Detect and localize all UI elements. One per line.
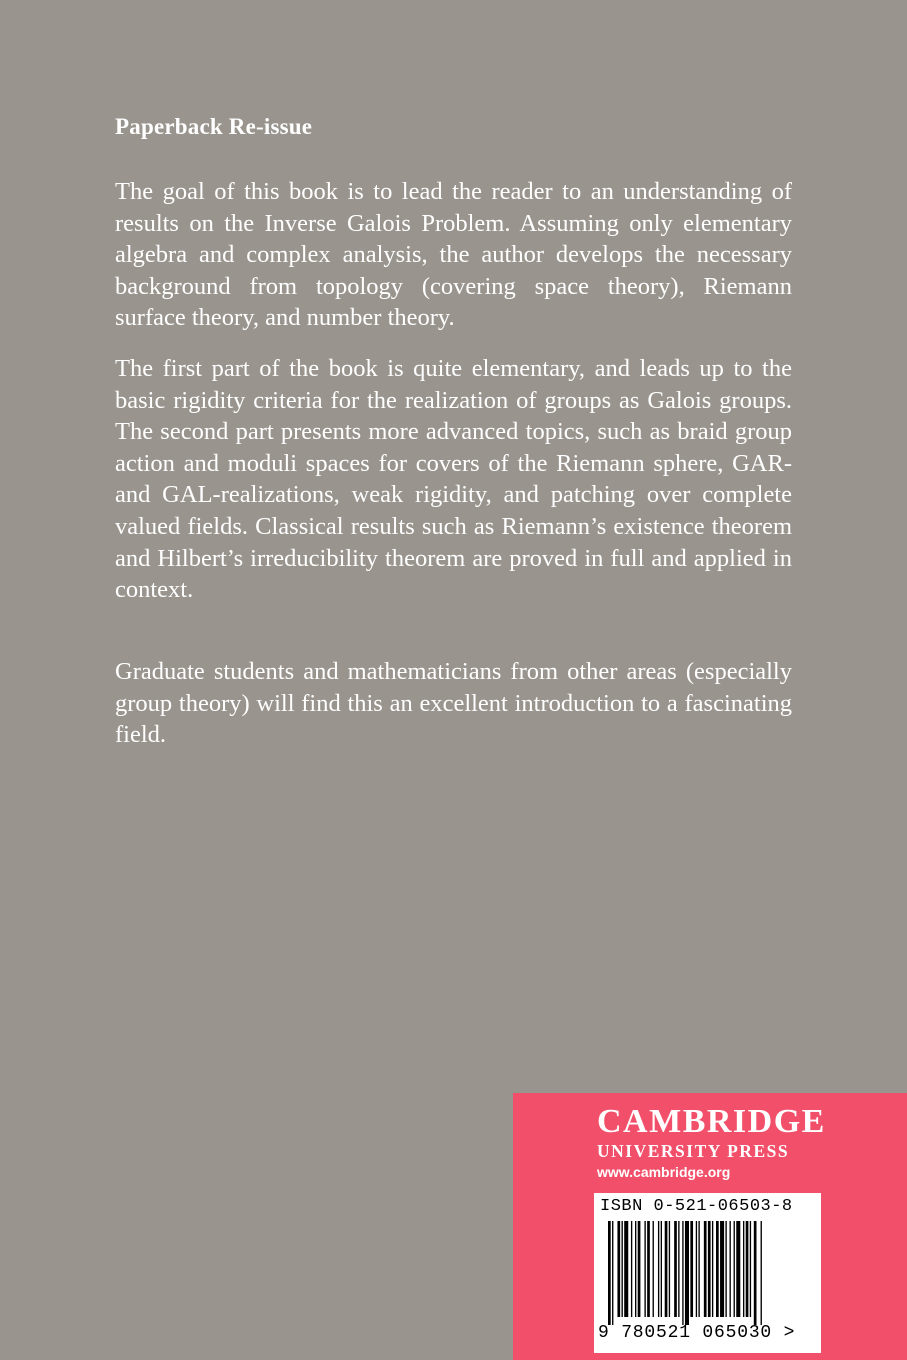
description-paragraph-1: The goal of this book is to lead the reader to an understanding of results on the Inverse Galois Problem. Assuming only elementary algebra and complex analysis, the author develops the necessary background from topology (covering space theory), Riemann surface theory, and number theory. [115, 178, 792, 332]
barcode-bar [716, 1221, 719, 1317]
description-paragraph-3: Graduate students and mathematicians from other areas (especially group theory) will find this an excellent introduction to a fascinating field. [115, 658, 792, 749]
barcode-bar [730, 1221, 731, 1317]
barcode-bar [669, 1221, 670, 1317]
barcode-bar [736, 1221, 740, 1317]
barcode-bar [665, 1221, 668, 1317]
barcode-bar [734, 1221, 735, 1317]
publisher-name: CAMBRIDGE [597, 1103, 826, 1140]
barcode-bar [635, 1221, 636, 1317]
barcode-bar [653, 1221, 654, 1317]
barcode-bar [696, 1221, 697, 1317]
barcode-bar [608, 1221, 611, 1325]
heading: Paperback Re-issue [115, 114, 313, 139]
barcode-bar [690, 1221, 693, 1317]
ean-digits: 9 780521 065030 > [598, 1323, 796, 1343]
barcode-bar [682, 1221, 683, 1325]
barcode-bar [698, 1221, 699, 1317]
publisher-subtitle: UNIVERSITY PRESS [597, 1141, 790, 1161]
barcode-bar [678, 1221, 679, 1317]
barcode-bar [612, 1221, 613, 1325]
barcode-bar [704, 1221, 707, 1317]
publisher-url: www.cambridge.org [597, 1164, 731, 1180]
barcode-bar [647, 1221, 650, 1317]
barcode-bar [754, 1221, 757, 1325]
isbn-label: ISBN 0-521-06503-8 [600, 1197, 793, 1216]
barcode-bar [661, 1221, 662, 1317]
barcode-bar [624, 1221, 628, 1317]
publisher-block [513, 1093, 907, 1360]
barcode-bar [743, 1221, 744, 1317]
barcode-bar [617, 1221, 620, 1317]
description-paragraph-2: The first part of the book is quite elementary, and leads up to the basic rigidity criteria for the realization of groups as Galois groups. The second part presents more advanced topics, such as braid group action and moduli spaces for covers of the Riemann sphere, GAR- and GAL-realizations, weak rigidity, and patching over complete valued fields. Classical results such as Riemann’s existence theorem and Hilbert’s irreducibility theorem are proved in full and applied in context. [115, 355, 792, 604]
barcode-bar [750, 1221, 751, 1317]
barcode-bar [725, 1221, 726, 1317]
barcode-bar [622, 1221, 623, 1317]
barcode-bar [674, 1221, 677, 1317]
barcode-bar [638, 1221, 641, 1317]
barcode-bar [712, 1221, 713, 1317]
barcode-bar [631, 1221, 632, 1317]
barcode-bar [658, 1221, 659, 1317]
barcode-bar [685, 1221, 689, 1325]
barcode-bar [746, 1221, 749, 1317]
barcode-box [594, 1193, 821, 1353]
barcode-bar [761, 1221, 762, 1325]
barcode-bar [708, 1221, 711, 1317]
barcode-bar [720, 1221, 724, 1317]
barcode-bar [644, 1221, 645, 1317]
